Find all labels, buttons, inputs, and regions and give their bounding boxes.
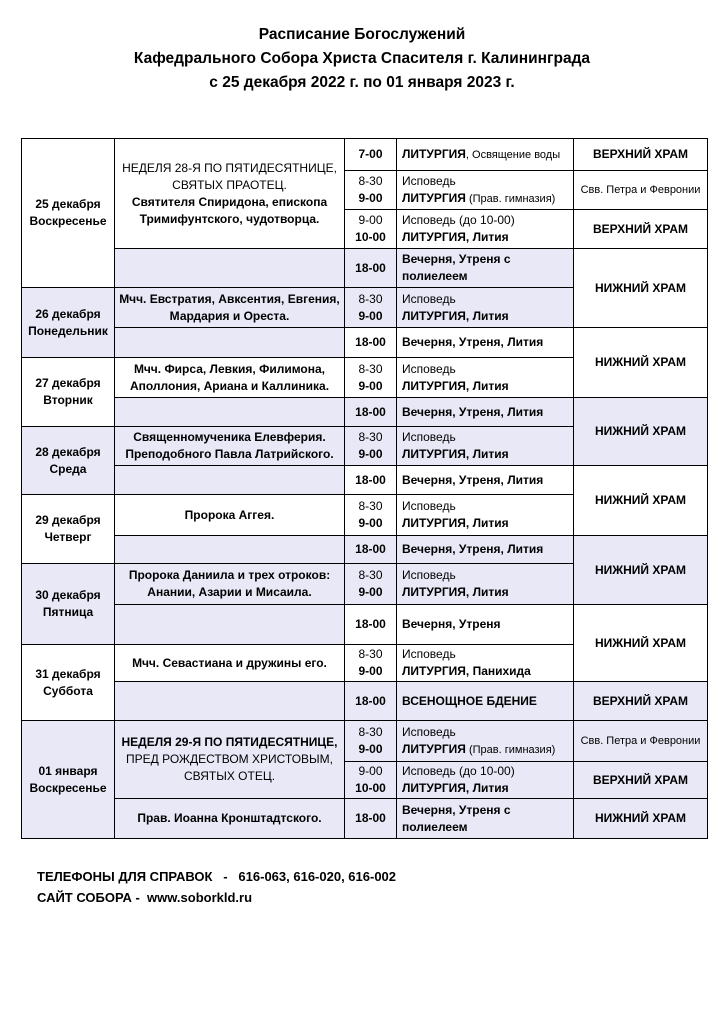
temple-cell: НИЖНИЙ ХРАМ	[574, 466, 708, 536]
service-cell: Исповедь ЛИТУРГИЯ, Лития	[397, 564, 574, 605]
time-cell: 8-30 9-00	[345, 721, 397, 762]
service-cell: Вечерня, Утреня, Лития	[397, 398, 574, 427]
title-line-2: Кафедрального Собора Христа Спасителя г. Калининграда	[133, 50, 591, 67]
temple-cell: НИЖНИЙ ХРАМ	[574, 328, 708, 398]
day-cell: 27 декабря Вторник	[22, 358, 115, 427]
temple-cell: ВЕРХНИЙ ХРАМ	[574, 682, 708, 721]
temple-cell: НИЖНИЙ ХРАМ	[574, 536, 708, 605]
day-cell	[22, 139, 115, 288]
time-cell: 8-30 9-00	[345, 171, 397, 210]
saints-cell	[115, 721, 345, 799]
temple-cell: НИЖНИЙ ХРАМ	[574, 249, 708, 328]
time-cell: 18-00	[345, 605, 397, 645]
saints-cell: Пророка Даниила и трех отроков: Анании, Азарии и Мисаила.	[115, 564, 345, 605]
service-cell: Вечерня, Утреня, Лития	[397, 466, 574, 495]
temple-cell: НИЖНИЙ ХРАМ	[574, 605, 708, 682]
service-cell: Исповедь ЛИТУРГИЯ, Лития	[397, 288, 574, 328]
time-cell: 8-30 9-00	[345, 645, 397, 682]
saints-cell: Мчч. Севастиана и дружины его.	[115, 645, 345, 682]
saints-cell: Прав. Иоанна Кронштадтского.	[115, 799, 345, 839]
time-cell: 8-30 9-00	[345, 495, 397, 536]
time-cell: 8-30 9-00	[345, 288, 397, 328]
table-row	[22, 139, 708, 171]
saints-cell: Пророка Аггея.	[115, 495, 345, 536]
table-row	[22, 249, 708, 288]
time-cell: 18-00	[345, 249, 397, 288]
service-cell: Вечерня, Утреня	[397, 605, 574, 645]
temple-cell: НИЖНИЙ ХРАМ	[574, 799, 708, 839]
table-row	[22, 328, 708, 358]
saints-cell	[115, 139, 345, 249]
time-cell: 18-00	[345, 799, 397, 839]
time-cell: 8-30 9-00	[345, 358, 397, 398]
service-cell: Исповедь (до 10-00) ЛИТУРГИЯ, Лития	[397, 762, 574, 799]
saints-cell: Священномученика Елевферия. Преподобного Павла Латрийского.	[115, 427, 345, 466]
table-row	[22, 536, 708, 564]
footer-site: САЙТ СОБОРА - www.soborkld.ru	[37, 890, 253, 905]
saints-cell: Мчч. Фирса, Левкия, Филимона, Аполлония, Ариана и Каллиника.	[115, 358, 345, 398]
day-cell: 30 декабря Пятница	[22, 564, 115, 645]
feast-title: НЕДЕЛЯ 29-Я ПО ПЯТИДЕСЯТНИЦЕ,	[121, 735, 338, 749]
day-cell: 31 декабря Суббота	[22, 645, 115, 721]
day-weekday: Воскресенье	[29, 214, 107, 228]
service-cell: ВСЕНОЩНОЕ БДЕНИЕ	[397, 682, 574, 721]
table-row	[22, 799, 708, 839]
temple-cell: Свв. Петра и Февронии	[574, 171, 708, 210]
service-cell: Исповедь ЛИТУРГИЯ, Лития	[397, 427, 574, 466]
day-cell: 29 декабря Четверг	[22, 495, 115, 564]
table-row	[22, 466, 708, 495]
service-cell: Вечерня, Утреня с полиелеем	[397, 249, 574, 288]
temple-cell: ВЕРХНИЙ ХРАМ	[574, 210, 708, 249]
service-cell: Исповедь ЛИТУРГИЯ, Панихида	[397, 645, 574, 682]
table-row	[22, 682, 708, 721]
time-cell: 8-30 9-00	[345, 564, 397, 605]
title-line-1: Расписание Богослужений	[258, 26, 466, 43]
service-cell: Исповедь ЛИТУРГИЯ (Прав. гимназия)	[397, 171, 574, 210]
time-cell: 7-00	[345, 139, 397, 171]
service-cell: Исповедь (до 10-00) ЛИТУРГИЯ, Лития	[397, 210, 574, 249]
saint-text: Святителя Спиридона, епископа Тримифунтского, чудотворца.	[131, 194, 328, 226]
title-line-3: с 25 декабря 2022 г. по 01 января 2023 г.	[209, 74, 515, 91]
table-row	[22, 398, 708, 427]
time-cell: 18-00	[345, 328, 397, 358]
temple-cell: ВЕРХНИЙ ХРАМ	[574, 762, 708, 799]
service-cell: Вечерня, Утреня, Лития	[397, 536, 574, 564]
day-cell: 26 декабря Понедельник	[22, 288, 115, 358]
service-cell: Исповедь ЛИТУРГИЯ, Лития	[397, 495, 574, 536]
temple-cell: Свв. Петра и Февронии	[574, 721, 708, 762]
schedule-table	[21, 138, 708, 839]
feast-title: НЕДЕЛЯ 28-Я ПО ПЯТИДЕСЯТНИЦЕ, СВЯТЫХ ПРАОТЕЦ.	[122, 160, 337, 192]
service-cell: Вечерня, Утреня, Лития	[397, 328, 574, 358]
saints-cell: Мчч. Евстратия, Авксентия, Евгения, Мардария и Ореста.	[115, 288, 345, 328]
footer-phones: ТЕЛЕФОНЫ ДЛЯ СПРАВОК - 616-063, 616-020, 616-002	[37, 869, 397, 884]
time-cell: 18-00	[345, 398, 397, 427]
day-date: 25 декабря	[35, 197, 101, 211]
temple-cell: ВЕРХНИЙ ХРАМ	[574, 139, 708, 171]
service-cell: ЛИТУРГИЯ, Освящение воды	[397, 139, 574, 171]
day-cell: 28 декабря Среда	[22, 427, 115, 495]
time-cell: 9-00 10-00	[345, 762, 397, 799]
day-cell: 01 января Воскресенье	[22, 721, 115, 839]
service-cell: Исповедь ЛИТУРГИЯ, Лития	[397, 358, 574, 398]
time-cell: 8-30 9-00	[345, 427, 397, 466]
table-row	[22, 721, 708, 762]
service-cell: Исповедь ЛИТУРГИЯ (Прав. гимназия)	[397, 721, 574, 762]
time-cell: 18-00	[345, 682, 397, 721]
temple-cell: НИЖНИЙ ХРАМ	[574, 398, 708, 466]
time-cell: 9-00 10-00	[345, 210, 397, 249]
table-row	[22, 605, 708, 645]
feast-subtitle: ПРЕД РОЖДЕСТВОМ ХРИСТОВЫМ, СВЯТЫХ ОТЕЦ.	[126, 752, 333, 783]
time-cell: 18-00	[345, 536, 397, 564]
service-cell: Вечерня, Утреня с полиелеем	[397, 799, 574, 839]
time-cell: 18-00	[345, 466, 397, 495]
